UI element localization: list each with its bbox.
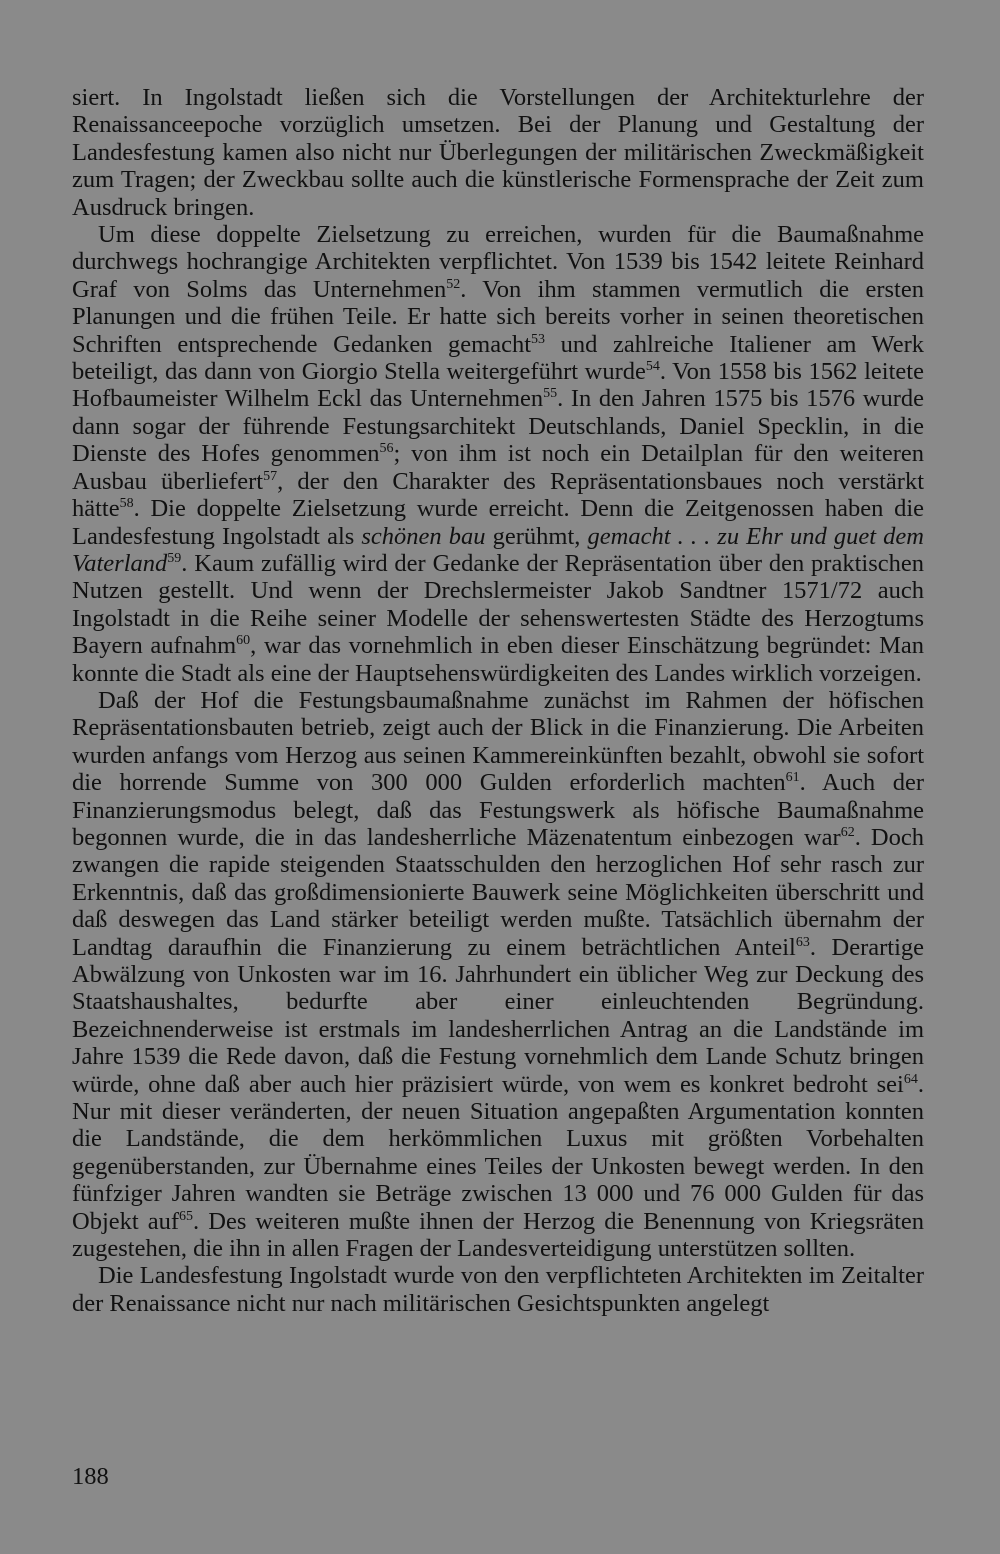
text-run: . Die doppelte Zielsetzung wurde erreicht. Denn die Zeitgenossen haben die Landesfestung Ingolstadt als: [72, 495, 924, 550]
footnote-ref: 56: [379, 441, 394, 457]
footnote-ref: 55: [543, 386, 558, 402]
footnote-ref: 60: [236, 633, 251, 649]
text-run: . In den Jahren 1575 bis 1576 wurde dann sogar der führende Festungsarchitekt Deutschlands, Daniel Specklin, in die Dienste des Hofes genommen: [72, 385, 924, 468]
text-run: Die Landesfestung Ingolstadt wurde von den verpflichteten Architekten im Zeitalter der Renaissance nicht nur nach militärischen Gesichtspunkten angelegt: [72, 1262, 924, 1317]
text-run: gerühmt,: [485, 522, 588, 550]
paragraph: [72, 1262, 924, 1317]
footnote-ref: 65: [179, 1208, 194, 1224]
text-run: , der den Charakter des Repräsentationsbaues noch verstärkt hätte: [72, 467, 924, 523]
footnote-ref: 63: [795, 934, 810, 950]
text-run: Um diese doppelte Zielsetzung zu erreichen, wurden für die Baumaßnahme durchwegs hochrangige Architekten verpflichtet. Von 1539 bis 1542 leitete Reinhard Graf von Solms das Unternehmen: [72, 221, 924, 303]
text-run: . Kaum zufällig wird der Gedanke der Repräsentation über den praktischen Nutzen gestellt. Und wenn der Drechslermeister Jakob Sandtner 1571/72 auch Ingolstadt in die Reihe seiner Modelle der sehenswertesten Städte des Herzogtums Bayern aufnahm: [72, 549, 924, 660]
footnote-ref: 54: [645, 359, 660, 375]
paragraph: [72, 687, 924, 1263]
text-run: Daß der Hof die Festungsbaumaßnahme zunächst im Rahmen der höfischen Repräsentationsbauten betrieb, zeigt auch der Blick in die Finanzierung. Die Arbeiten wurden anfangs vom Herzog aus seinen Kammereinkünften bezahlt, obwohl sie sofort die horrende Summe von 300 000 Gulden erforderlich machten: [72, 686, 924, 797]
paragraph: [72, 221, 924, 687]
paragraph: [72, 84, 924, 221]
footnote-ref: 53: [531, 331, 546, 347]
text-run: . Derartige Abwälzung von Unkosten war im 16. Jahrhundert ein üblicher Weg zur Deckung des Staatshaushaltes, bedurfte aber einer einleuchtenden Begründung. Bezeichnenderweise ist erstmals im landesherrlichen Antrag an die Landstände im Jahre 1539 die Rede davon, daß die Festung vornehmlich dem Lande Schutz bringen würde, ohne daß aber auch hier präzisiert würde, von wem es konkret bedroht sei: [72, 933, 924, 1098]
text-run: siert. In Ingolstadt ließen sich die Vorstellungen der Architekturlehre der Renaissanceepoche vorzüglich umsetzen. Bei der Planung und Gestaltung der Landesfestung kamen also nicht nur Überlegungen der militärischen Zweckmäßigkeit zum Tragen; der Zweckbau sollte auch die künstlerische Formensprache der Zeit zum Ausdruck bringen.: [72, 84, 924, 221]
footnote-ref: 58: [119, 496, 134, 512]
text-run: . Nur mit dieser veränderten, der neuen Situation angepaßten Argumentation konnten die Landstände, die dem herkömmlichen Luxus mit größten Vorbehalten gegenüberstanden, zur Übernahme eines Teiles der Unkosten bewegt werden. In den fünfziger Jahren wandten sie Beträge zwischen 13 000 und 76 000 Gulden für das Objekt auf: [72, 1070, 924, 1235]
text-run: und zahlreiche Italiener am Werk beteiligt, das dann von Giorgio Stella weitergeführt wurde: [72, 330, 924, 386]
footnote-ref: 62: [840, 824, 855, 840]
text-run: . Doch zwangen die rapide steigenden Staatsschulden den herzoglichen Hof sehr rasch zur Erkenntnis, daß das großdimensionierte Bauwerk seine Möglichkeiten überschritt und daß deswegen das Land stärker beteiligt werden mußte. Tatsächlich übernahm der Landtag daraufhin die Finanzierung zu einem beträchtlichen Anteil: [72, 823, 924, 961]
footnote-ref: 64: [903, 1071, 918, 1087]
footnote-ref: 61: [785, 770, 800, 786]
text-run: ; von ihm ist noch ein Detailplan für den weiteren Ausbau überliefert: [72, 440, 924, 495]
text-run: . Des weiteren mußte ihnen der Herzog die Benennung von Kriegsräten zugestehen, die ihn in allen Fragen der Landesverteidigung unterstützen sollten.: [72, 1207, 924, 1263]
italic-quote: schönen bau: [361, 522, 486, 550]
text-run: . Von ihm stammen vermutlich die ersten Planungen und die frühen Teile. Er hatte sich bereits vorher in seinen theoretischen Schriften entsprechende Gedanken gemacht: [72, 275, 924, 358]
footnote-ref: 52: [446, 276, 461, 292]
text-run: , war das vornehmlich in eben dieser Einschätzung begründet: Man konnte die Stadt als eine der Hauptsehenswürdigkeiten des Landes wirklich vorzeigen.: [72, 632, 924, 687]
body-text: [72, 84, 924, 1317]
italic-quote: gemacht . . . zu Ehr und guet dem Vaterland: [72, 522, 924, 577]
page-number: 188: [72, 1463, 109, 1490]
footnote-ref: 59: [167, 550, 182, 566]
text-run: . Von 1558 bis 1562 leitete Hofbaumeister Wilhelm Eckl das Unternehmen: [72, 358, 924, 413]
text-run: . Auch der Finanzierungsmodus belegt, daß das Festungswerk als höfische Baumaßnahme begonnen wurde, die in das landesherrliche Mäzenatentum einbezogen war: [72, 769, 925, 851]
footnote-ref: 57: [263, 468, 278, 484]
